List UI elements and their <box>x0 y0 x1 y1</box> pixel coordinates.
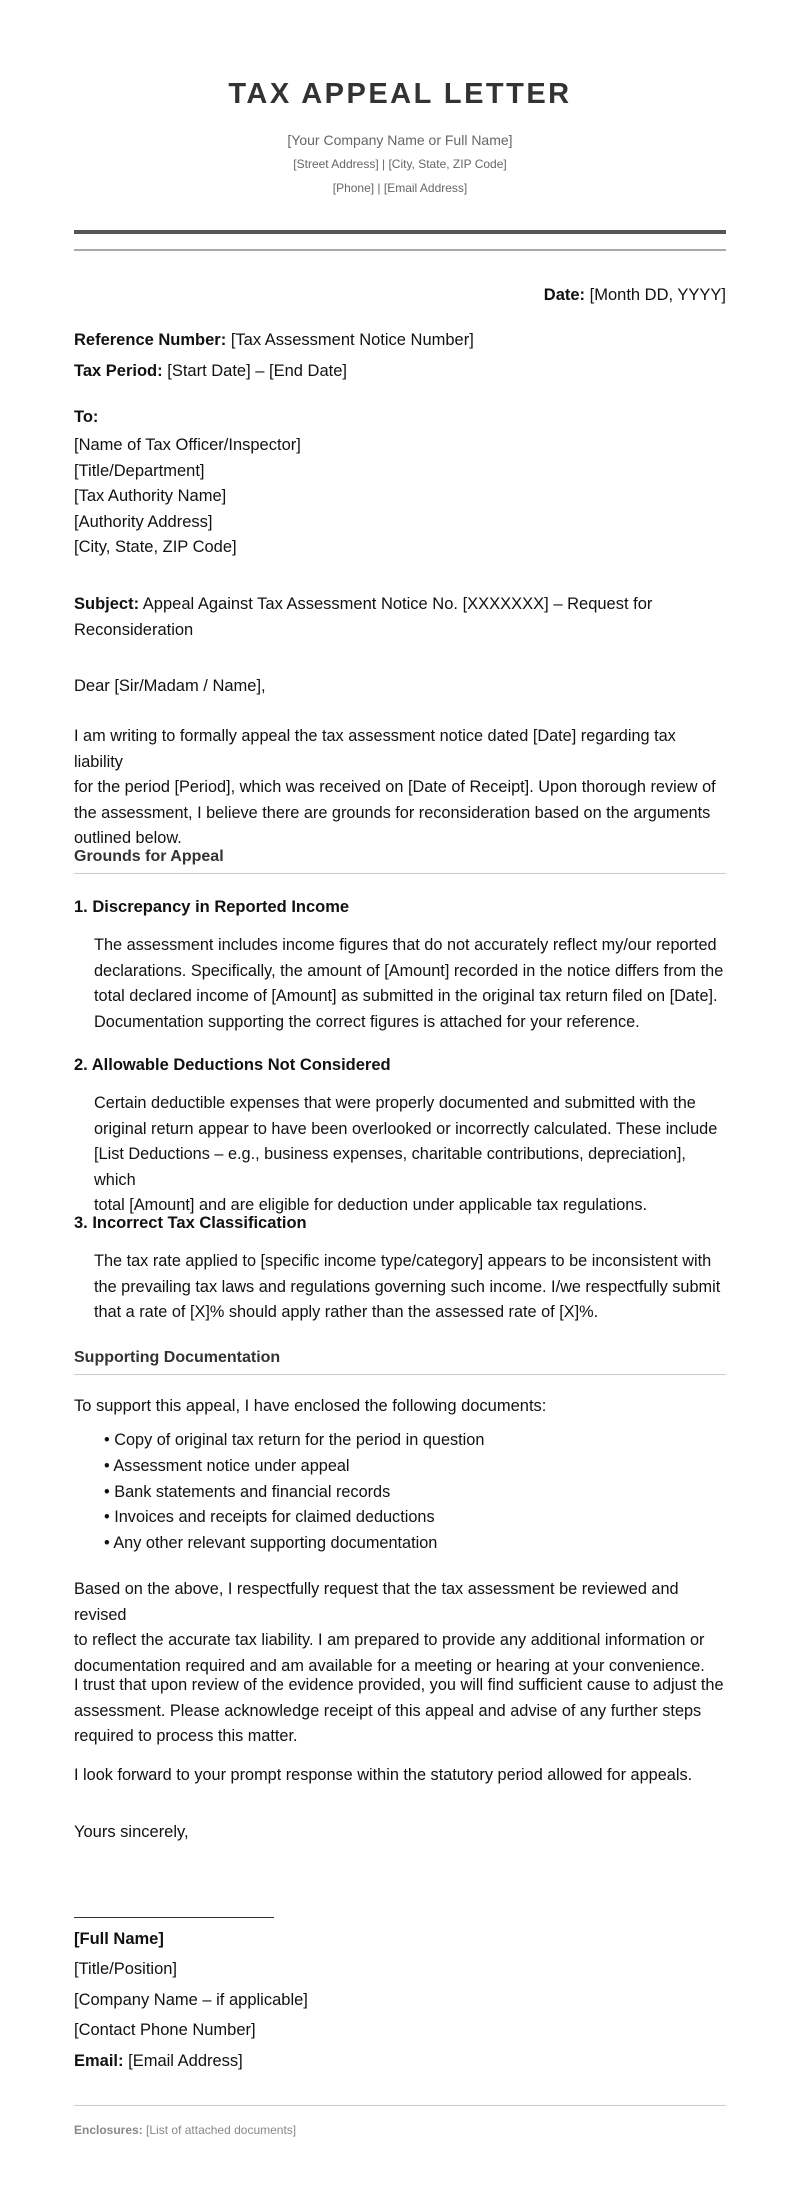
date-line <box>544 283 726 309</box>
recipient-label: To: <box>74 408 99 426</box>
sender-address: [Street Address] | [City, State, ZIP Code] <box>293 157 507 171</box>
recipient-line: [Tax Authority Name] <box>74 487 227 505</box>
date-label: Date: <box>543 286 586 304</box>
ground-paragraph <box>94 1249 726 1326</box>
sender-contact: [Phone] | [Email Address] <box>332 181 468 195</box>
trust-paragraph <box>74 1673 726 1750</box>
ground-title: 2. Allowable Deductions Not Considered <box>74 1056 391 1074</box>
text-line: The tax rate applied to [specific income type/category] appears to be inconsistent with <box>94 1252 712 1270</box>
date-value: [Month DD, YYYY] <box>589 286 726 304</box>
signoff: Yours sincerely, <box>74 1823 189 1841</box>
tax-period-value: [Start Date] – [End Date] <box>167 362 347 380</box>
text-line: declarations. Specifically, the amount of [Amount] recorded in the notice differs from the <box>94 961 724 980</box>
signature-line <box>74 1917 274 1918</box>
email-label: Email: <box>74 2052 124 2070</box>
signatory-name: [Full Name] <box>74 1930 164 1948</box>
text-line: original return appear to have been overlooked or incorrectly calculated. These include <box>94 1119 718 1138</box>
header-divider-thick <box>74 230 726 234</box>
recipient-line: [Title/Department] <box>74 462 205 480</box>
text-line: to reflect the accurate tax liability. I am prepared to provide any additional information or <box>74 1631 705 1649</box>
text-line: I trust that upon review of the evidence provided, you will find sufficient cause to adjust the <box>74 1676 724 1694</box>
intro-paragraph <box>74 724 726 852</box>
recipient-line: [Name of Tax Officer/Inspector] <box>74 436 301 454</box>
tax-period-line <box>74 359 347 385</box>
footer-divider <box>74 2105 726 2106</box>
reference-label: Reference Number: <box>74 331 227 349</box>
subject-line <box>74 592 652 618</box>
signatory-title: [Title/Position] <box>74 1960 178 1978</box>
text-line: The assessment includes income figures that do not accurately reflect my/our reported <box>94 936 717 954</box>
reference-line <box>74 328 474 354</box>
text-line: total declared income of [Amount] as submitted in the original tax return filed on [Date]. <box>94 987 718 1005</box>
text-line: outlined below. <box>74 829 182 847</box>
text-line: required to process this matter. <box>74 1727 298 1745</box>
text-line: assessment. Please acknowledge receipt of this appeal and advise of any further steps <box>74 1701 702 1720</box>
subject-text: Appeal Against Tax Assessment Notice No. [XXXXXXX] – Request for <box>142 595 653 613</box>
recipient-line: [City, State, ZIP Code] <box>74 538 237 556</box>
header-divider-thin <box>74 249 726 251</box>
list-item: • Bank statements and financial records <box>104 1483 391 1501</box>
subject-text-continued: Reconsideration <box>74 621 194 639</box>
salutation: Dear [Sir/Madam / Name], <box>74 677 266 695</box>
text-line: the assessment, I believe there are grounds for reconsideration based on the arguments <box>74 803 711 822</box>
tax-period-label: Tax Period: <box>74 362 163 380</box>
recipient-line: [Authority Address] <box>74 513 213 531</box>
closing-sentence: I look forward to your prompt response within the statutory period allowed for appeals. <box>74 1766 693 1784</box>
list-item: • Copy of original tax return for the period in question <box>104 1431 485 1449</box>
list-item: • Invoices and receipts for claimed deductions <box>104 1508 435 1526</box>
text-line: Certain deductible expenses that were properly documented and submitted with the <box>94 1094 696 1112</box>
enclosures-value: [List of attached documents] <box>146 2123 297 2137</box>
subject-label: Subject: <box>74 595 140 613</box>
ground-paragraph <box>94 933 726 1035</box>
documentation-intro: To support this appeal, I have enclosed the following documents: <box>74 1397 547 1415</box>
signatory-company: [Company Name – if applicable] <box>74 1991 308 2009</box>
text-line: Documentation supporting the correct figures is attached for your reference. <box>94 1012 640 1031</box>
text-line: documentation required and am available for a meeting or hearing at your convenience. <box>74 1656 705 1675</box>
ground-title: 3. Incorrect Tax Classification <box>74 1214 307 1232</box>
text-line: [List Deductions – e.g., business expenses, charitable contributions, depreciation], which <box>94 1145 686 1189</box>
text-line: I am writing to formally appeal the tax assessment notice dated [Date] regarding tax liability <box>74 727 676 771</box>
ground-paragraph <box>94 1091 726 1219</box>
request-paragraph <box>74 1577 726 1679</box>
text-line: for the period [Period], which was received on [Date of Receipt]. Upon thorough review of <box>74 778 716 796</box>
enclosures-label: Enclosures: <box>74 2123 143 2137</box>
list-item: • Any other relevant supporting documentation <box>104 1534 438 1552</box>
text-line: total [Amount] and are eligible for deduction under applicable tax regulations. <box>94 1196 648 1214</box>
email-value: [Email Address] <box>128 2052 243 2070</box>
document-title: TAX APPEAL LETTER <box>228 78 572 110</box>
list-item: • Assessment notice under appeal <box>104 1457 350 1475</box>
text-line: that a rate of [X]% should apply rather than the assessed rate of [X]%. <box>94 1303 599 1321</box>
signatory-email-line <box>74 2049 243 2075</box>
reference-value: [Tax Assessment Notice Number] <box>230 331 474 349</box>
enclosures-line <box>74 2123 296 2137</box>
section-heading-grounds: Grounds for Appeal <box>74 848 726 874</box>
ground-title: 1. Discrepancy in Reported Income <box>74 898 350 916</box>
text-line: Based on the above, I respectfully request that the tax assessment be reviewed and revised <box>74 1580 679 1624</box>
section-heading-documentation: Supporting Documentation <box>74 1349 726 1375</box>
signatory-phone: [Contact Phone Number] <box>74 2021 256 2039</box>
text-line: the prevailing tax laws and regulations governing such income. I/we respectfully submit <box>94 1277 721 1296</box>
sender-name: [Your Company Name or Full Name] <box>287 132 513 148</box>
